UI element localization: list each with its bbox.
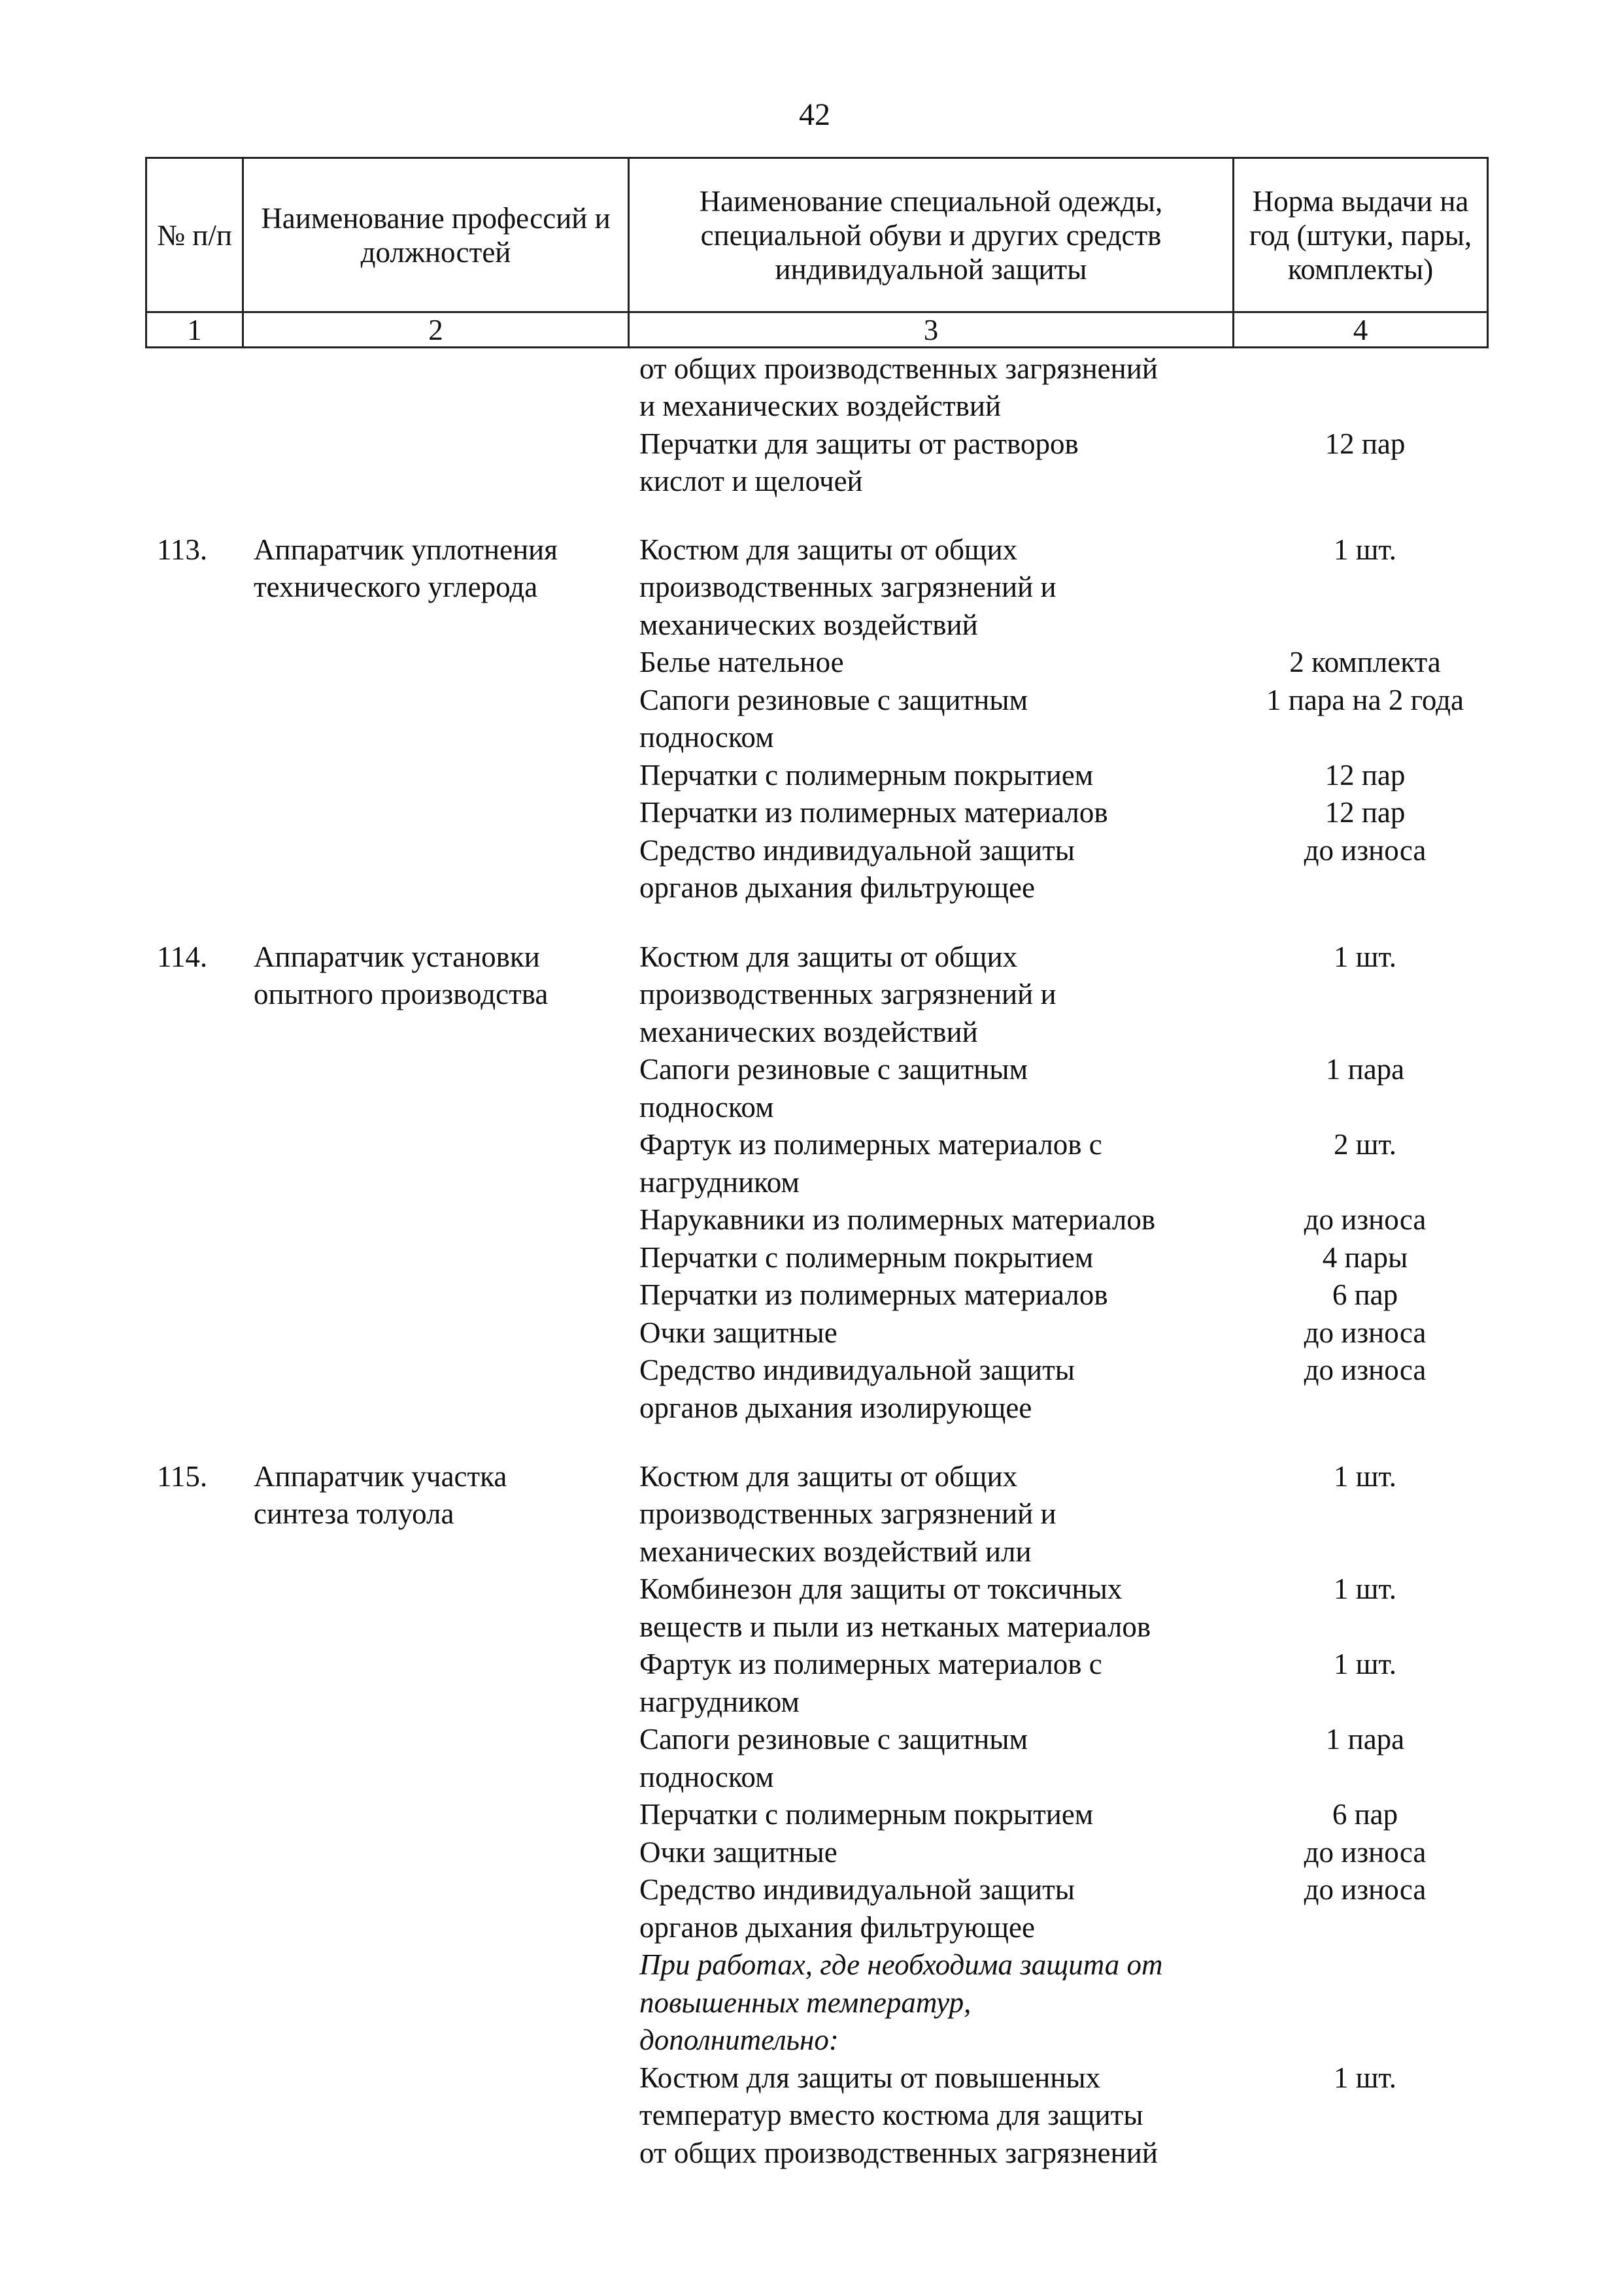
norm-value: 1 шт. (1334, 940, 1396, 973)
equipment-line: Сапоги резиновые с защитным (639, 1053, 1028, 1086)
norm-value: до износа (1304, 1873, 1427, 1906)
norm-value: 12 пар (1325, 427, 1406, 460)
norm-value: 1 пара (1325, 1053, 1405, 1086)
equipment-line: Перчатки для защиты от растворов (639, 427, 1079, 460)
header-num-3: 3 (923, 314, 939, 346)
entry-number: 115. (157, 1460, 208, 1493)
equipment-line: органов дыхания фильтрующее (639, 1911, 1035, 1944)
equipment-line: Костюм для защиты от общих (639, 1460, 1018, 1493)
equipment-line: нагрудником (639, 1686, 800, 1718)
equipment-line: Средство индивидуальной защиты (639, 834, 1075, 867)
equipment-line: Костюм для защиты от общих (639, 940, 1018, 973)
equipment-line: нагрудником (639, 1166, 800, 1199)
header-col-profession: Наименование профессий и должностей (261, 201, 611, 269)
equipment-line: механических воздействий (639, 608, 978, 641)
italic-note-line: При работах, где необходима защита от (639, 1948, 1163, 1981)
equipment-line: Костюм для защиты от повышенных (639, 2061, 1101, 2094)
equipment-line: подноском (639, 1761, 774, 1793)
header-col-norm: Норма выдачи на год (штуки, пары, комплекты) (1249, 184, 1472, 286)
equipment-line: производственных загрязнений и (639, 571, 1056, 603)
equipment-line: органов дыхания фильтрующее (639, 871, 1035, 904)
equipment-line: Очки защитные (639, 1836, 837, 1869)
norm-value: до износа (1304, 834, 1427, 867)
equipment-line: механических воздействий (639, 1016, 978, 1048)
equipment-line: Перчатки с полимерным покрытием (639, 759, 1094, 791)
entry-number: 113. (157, 533, 208, 566)
italic-note-line: повышенных температур, (639, 1986, 972, 2019)
equipment-line: Белье нательное (639, 646, 844, 678)
norm-value: 12 пар (1325, 759, 1406, 791)
equipment-line: подноском (639, 721, 774, 754)
norm-value: до износа (1304, 1354, 1427, 1386)
norm-value: 6 пар (1332, 1278, 1398, 1311)
norm-value: до износа (1304, 1836, 1427, 1869)
equipment-line: органов дыхания изолирующее (639, 1391, 1032, 1424)
equipment-line: и механических воздействий (639, 390, 1002, 422)
norm-value: 2 комплекта (1289, 646, 1441, 678)
equipment-line: Средство индивидуальной защиты (639, 1354, 1075, 1386)
equipment-line: Перчатки с полимерным покрытием (639, 1798, 1094, 1831)
norm-value: 2 шт. (1334, 1128, 1396, 1161)
equipment-line: подноском (639, 1091, 774, 1123)
equipment-line: Очки защитные (639, 1316, 837, 1349)
equipment-line: механических воздействий или (639, 1535, 1032, 1568)
profession-line: опытного производства (254, 978, 549, 1010)
norm-value: 1 пара (1325, 1723, 1405, 1755)
equipment-line: Комбинезон для защиты от токсичных (639, 1572, 1123, 1605)
equipment-line: Перчатки из полимерных материалов (639, 796, 1108, 829)
norm-value: до износа (1304, 1316, 1427, 1349)
equipment-line: от общих производственных загрязнений (639, 352, 1158, 385)
norm-value: 12 пар (1325, 796, 1406, 829)
profession-line: Аппаратчик установки (254, 940, 540, 973)
equipment-line: Перчатки из полимерных материалов (639, 1278, 1108, 1311)
table-header (145, 157, 1489, 348)
entry-number: 114. (157, 940, 208, 973)
norm-value: 1 шт. (1334, 1572, 1396, 1605)
equipment-line: Фартук из полимерных материалов с (639, 1648, 1102, 1680)
equipment-line: Фартук из полимерных материалов с (639, 1128, 1102, 1161)
header-num-2: 2 (428, 314, 443, 346)
equipment-line: от общих производственных загрязнений (639, 2137, 1158, 2169)
norm-value: 4 пары (1322, 1241, 1408, 1274)
profession-line: технического углерода (254, 571, 538, 603)
header-col-equipment: Наименование специальной одежды, специальной обуви и других средств индивидуальной защиты (699, 184, 1163, 286)
equipment-line: Сапоги резиновые с защитным (639, 1723, 1028, 1755)
norm-value: 6 пар (1332, 1798, 1398, 1831)
header-num-4: 4 (1353, 314, 1368, 346)
norm-value: 1 шт. (1334, 2061, 1396, 2094)
equipment-line: Средство индивидуальной защиты (639, 1873, 1075, 1906)
header-col-number: № п/п (157, 218, 232, 252)
equipment-line: Перчатки с полимерным покрытием (639, 1241, 1094, 1274)
equipment-line: производственных загрязнений и (639, 1497, 1056, 1530)
profession-line: Аппаратчик уплотнения (254, 533, 558, 566)
equipment-line: Нарукавники из полимерных материалов (639, 1203, 1156, 1236)
equipment-line: кислот и щелочей (639, 465, 863, 497)
equipment-line: Костюм для защиты от общих (639, 533, 1018, 566)
profession-line: Аппаратчик участка (254, 1460, 507, 1493)
norm-value: 1 шт. (1334, 1460, 1396, 1493)
equipment-line: температур вместо костюма для защиты (639, 2099, 1143, 2131)
norm-value: 1 пара на 2 года (1266, 684, 1464, 716)
norm-value: до износа (1304, 1203, 1427, 1236)
profession-line: синтеза толуола (254, 1497, 454, 1530)
equipment-line: веществ и пыли из нетканых материалов (639, 1610, 1151, 1643)
page-number: 42 (799, 97, 830, 132)
norm-value: 1 шт. (1334, 1648, 1396, 1680)
equipment-line: Сапоги резиновые с защитным (639, 684, 1028, 716)
italic-note-line: дополнительно: (639, 2023, 839, 2056)
header-num-1: 1 (187, 314, 202, 346)
norm-value: 1 шт. (1334, 533, 1396, 566)
equipment-line: производственных загрязнений и (639, 978, 1056, 1010)
